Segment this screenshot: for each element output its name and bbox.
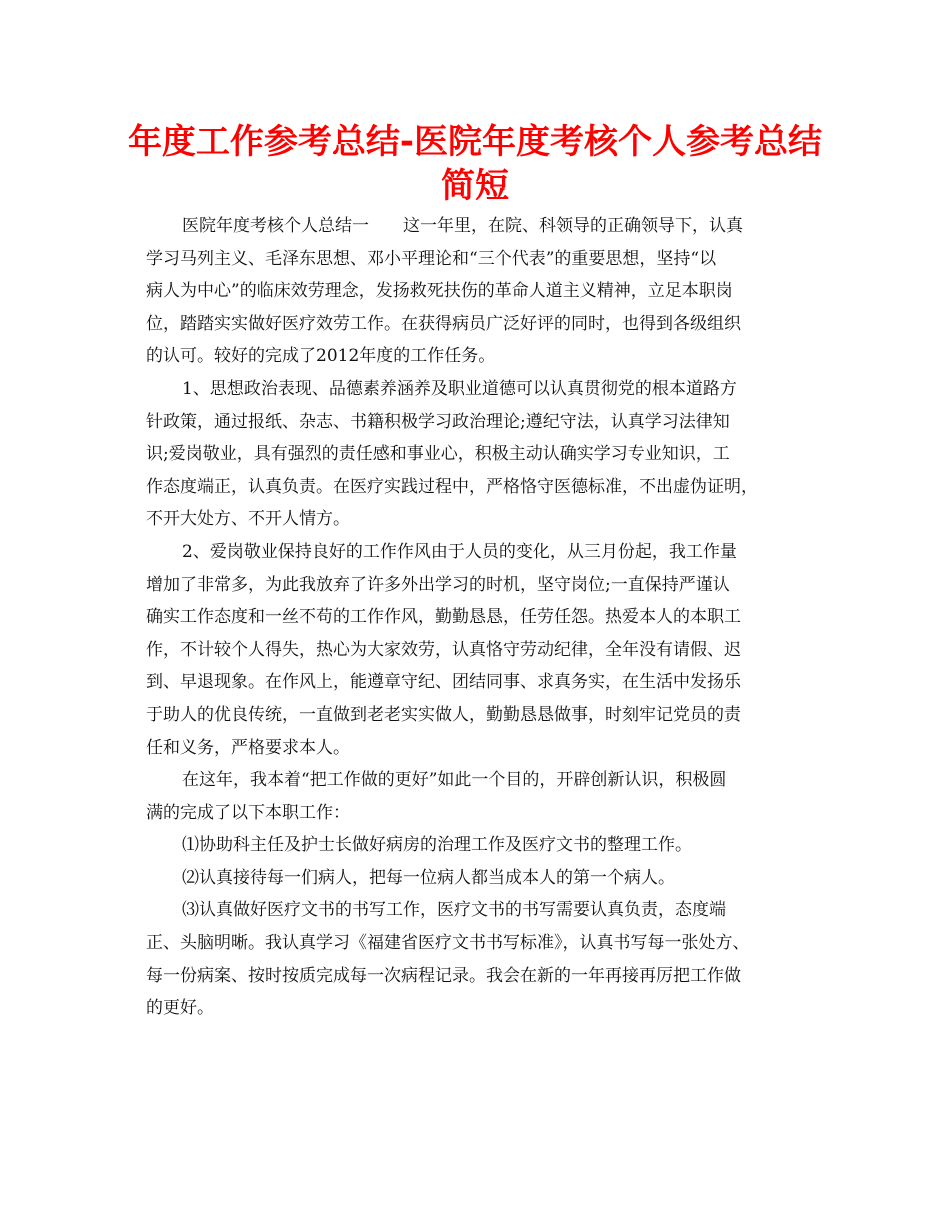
body-line: 确实工作态度和一丝不苟的工作作风，勤勤恳恳，任劳任怨。热爱本人的本职工: [146, 607, 741, 628]
body-line: 到、早退现象。在作风上，能遵章守纪、团结同事、求真务实，在生活中发扬乐: [146, 672, 741, 693]
body-line: 不开大处方、不开人情方。: [146, 509, 350, 530]
document-title: [120, 120, 830, 208]
body-line: 的更好。: [146, 998, 214, 1019]
body-line: 作，不计较个人得失，热心为大家效劳，认真恪守劳动纪律，全年没有请假、迟: [146, 639, 741, 660]
body-line: 正、头脑明晰。我认真学习《福建省医疗文书书写标准》，认真书写每一张处方、: [146, 933, 750, 954]
body-line: ⑴协助科主任及护士长做好病房的治理工作及医疗文书的整理工作。: [182, 835, 692, 856]
body-line: ⑶认真做好医疗文书的书写工作，医疗文书的书写需要认真负责，态度端: [182, 900, 726, 921]
body-line: 在这年，我本着“把工作做的更好”如此一个目的，开辟创新认识，积极圆: [182, 770, 727, 791]
body-line: 病人为中心”的临床效劳理念，发扬救死扶伤的革命人道主义精神，立足本职岗: [146, 281, 733, 302]
document-body: [146, 210, 806, 1025]
body-line: 每一份病案、按时按质完成每一次病程记录。我会在新的一年再接再厉把工作做: [146, 965, 741, 986]
body-line: ⑵认真接待每一们病人，把每一位病人都当成本人的第一个病人。: [182, 867, 675, 888]
title-line-2: 简短: [441, 166, 509, 206]
body-line: 满的完成了以下本职工作：: [146, 802, 350, 823]
body-line: 识;爱岗敬业，具有强烈的责任感和事业心，积极主动认确实学习专业知识，工: [146, 444, 730, 465]
body-line: 1、思想政治表现、品德素养涵养及职业道德可以认真贯彻党的根本道路方: [182, 378, 737, 399]
body-line: 增加了非常多，为此我放弃了许多外出学习的时机，坚守岗位;一直保持严谨认: [146, 574, 730, 595]
body-line: 任和义务，严格要求本人。: [146, 737, 350, 758]
body-line: 于助人的优良传统，一直做到老老实实做人，勤勤恳恳做事，时刻牢记党员的责: [146, 704, 741, 725]
body-line: 学习马列主义、毛泽东思想、邓小平理论和“三个代表”的重要思想，坚持“以: [146, 248, 717, 269]
title-line-1: 年度工作参考总结-医院年度考核个人参考总结: [127, 122, 823, 162]
body-line: 作态度端正，认真负责。在医疗实践过程中，严格恪守医德标准，不出虚伪证明，: [146, 476, 758, 497]
body-line: 医院年度考核个人总结一 这一年里，在院、科领导的正确领导下，认真: [182, 216, 743, 236]
body-line: 的认可。较好的完成了2012年度的工作任务。: [146, 346, 496, 367]
body-line: 2、爱岗敬业保持良好的工作作风由于人员的变化，从三月份起，我工作量: [182, 541, 737, 562]
body-line: 位，踏踏实实做好医疗效劳工作。在获得病员广泛好评的同时，也得到各级组织: [146, 313, 741, 334]
body-line: 针政策，通过报纸、杂志、书籍积极学习政治理论;遵纪守法，认真学习法律知: [146, 411, 730, 432]
